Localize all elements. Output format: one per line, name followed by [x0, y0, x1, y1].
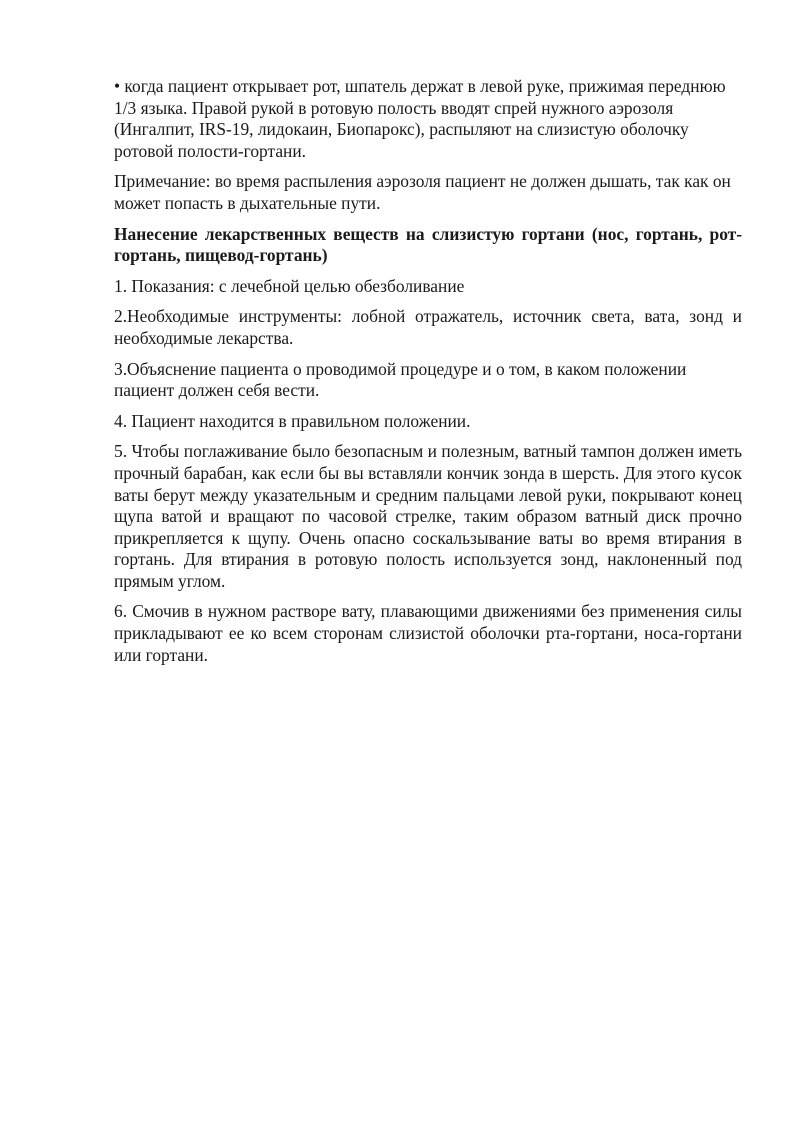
step-application: 6. Смочив в нужном растворе вату, плавающими движениями без применения силы прикладывают ее ко всем сторонам слизистой оболочки рта-гортани, носа-гортани или гортани. [114, 601, 742, 665]
step-explanation: 3.Объяснение пациента о проводимой процедуре и о том, в каком положении пациент должен себя вести. [114, 358, 687, 401]
step-instruments: 2.Необходимые инструменты: лобной отражатель, источник света, вата, зонд и необходимые лекарства. [114, 306, 742, 348]
document-page [114, 76, 742, 675]
step-indications: 1. Показания: с лечебной целью обезболивание [114, 275, 465, 296]
paragraph-note: Примечание: во время распыления аэрозоля пациент не должен дышать, так как он может попасть в дыхательные пути. [114, 171, 731, 213]
section-heading: Нанесение лекарственных веществ на слизистую гортани (нос, гортань, рот-гортань, пищевод-гортань) [114, 223, 742, 266]
paragraph-aerosol-spray: • когда пациент открывает рот, шпатель держат в левой руке, прижимая переднюю 1/3 языка. Правой рукой в ротовую полость вводят спрей нужного аэрозоля (Ингалпит, IRS-19, лидокаин, Биопарокс), распыляют на слизистую оболочку ротовой полости-гортани. [114, 76, 726, 161]
step-position: 4. Пациент находится в правильном положении. [114, 410, 471, 431]
step-swab-technique: 5. Чтобы поглаживание было безопасным и полезным, ватный тампон должен иметь прочный барабан, как если бы вы вставляли кончик зонда в шерсть. Для этого кусок ваты берут между указательным и средним пальцами левой руки, покрывают конец щупа ватой и вращают по часовой стрелке, таким образом ватный диск прочно прикрепляется к щупу. Очень опасно соскальзывание ваты во время втирания в гортань. Для втирания в ротовую полость используется зонд, наклоненный под прямым углом. [114, 441, 742, 591]
